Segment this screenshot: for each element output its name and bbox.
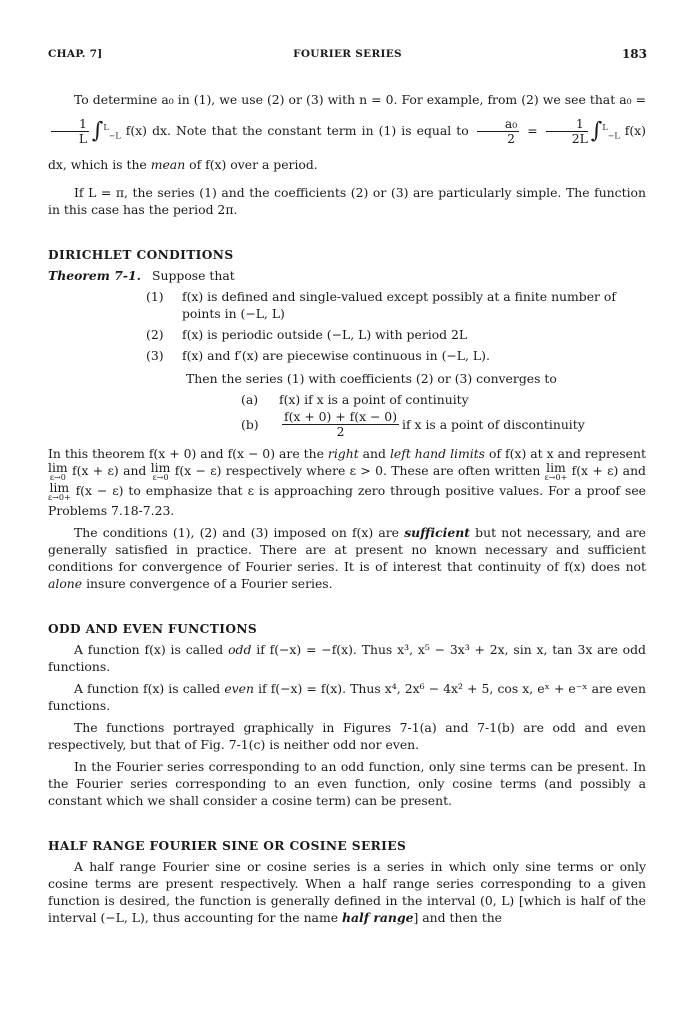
section-heading-half-range: HALF RANGE FOURIER SINE OR COSINE SERIES <box>48 838 407 853</box>
theorem-7-1 <box>48 267 646 284</box>
limits-paragraph: In this theorem f(x + 0) and f(x − 0) are the right and left hand limits of f(x) at x and represent lim ε→0 f(x + ε) and lim ε→0 f(x − ε) respectively where ε > 0. These are often written lim ε→0+ f(x + ε) and lim ε→0+ f(x − ε) to emphasize that ε is approaching zero through positive values. For a proof see Problems 7.18-7.23. <box>48 445 646 518</box>
limit-operator: lim ε→0+ <box>48 479 71 502</box>
fraction-average-limits: $\frac{f(x + 0) + f(x - 0)}{2}$ <box>284 408 398 439</box>
section-heading-dirichlet: DIRICHLET CONDITIONS <box>48 247 234 262</box>
page-title: FOURIER SERIES <box>293 48 402 60</box>
fraction-1-over-L: $\frac{1}{L}$ <box>51 117 89 146</box>
intro-paragraph-2: If L = π, the series (1) and the coefficients (2) or (3) are particularly simple. The function in this case has the period 2π. <box>48 184 646 217</box>
running-header <box>48 46 647 62</box>
limit-operator: lim ε→0 <box>150 459 171 482</box>
limit-operator: lim ε→0+ <box>544 459 568 482</box>
theorem-intro: Suppose that <box>152 267 235 283</box>
odd-function-paragraph: A function f(x) is called odd if f(−x) = −f(x). Thus x³, x⁵ − 3x³ + 2x, sin x, tan 3x are odd functions. <box>48 641 646 674</box>
condition-item: (3) f(x) and f′(x) are piecewise continuous in (−L, L). <box>146 347 490 363</box>
fraction-1-over-2L: $\frac{1}{2L}$ <box>546 117 588 146</box>
page-body <box>48 86 646 931</box>
fourier-odd-even-paragraph: In the Fourier series corresponding to an odd function, only sine terms can be present. In the Fourier series corresponding to an even function, only cosine terms (and possibly a constant which we shall consider a cosine term) can be present. <box>48 758 646 808</box>
condition-item: (1) f(x) is defined and single-valued except possibly at a finite number of points in (−L, L) <box>146 288 616 321</box>
theorem-conclusion: Then the series (1) with coefficients (2) or (3) converges to <box>186 370 557 386</box>
section-heading-odd-even: ODD AND EVEN FUNCTIONS <box>48 621 258 636</box>
figures-paragraph: The functions portrayed graphically in Figures 7-1(a) and 7-1(b) are odd and even respectively, but that of Fig. 7-1(c) is neither odd nor even. <box>48 719 646 752</box>
half-range-paragraph: A half range Fourier sine or cosine series is a series in which only sine terms or only cosine terms are present respectively. When a half range series corresponding to a given function is desired, the function is generally defined in the interval (0, L) [which is half of the interval (−L, L), thus accounting for the name half range] and then the <box>48 858 646 925</box>
case-b: (b) $\frac{f(x + 0) + f(x - 0)}{2}$ if x is a point of discontinuity <box>241 408 585 439</box>
condition-item: (2) f(x) is periodic outside (−L, L) with period 2L <box>146 326 468 342</box>
conditions-paragraph: The conditions (1), (2) and (3) imposed on f(x) are sufficient but not necessary, and are generally satisfied in practice. There are at present no known necessary and sufficient conditions for convergence of Fourier series. It is of interest that continuity of f(x) does not alone insure convergence of a Fourier series. <box>48 524 646 591</box>
chapter-label: CHAP. 7] <box>48 48 103 60</box>
theorem-label: Theorem 7-1. <box>48 267 141 283</box>
even-function-paragraph: A function f(x) is called even if f(−x) = f(x). Thus x⁴, 2x⁶ − 4x² + 5, cos x, eˣ + e⁻ˣ are even functions. <box>48 680 646 713</box>
intro-paragraph-1: To determine a₀ in (1), we use (2) or (3) with n = 0. For example, from (2) we see that a₀ = $\frac{1}{L}$ ∫$^L_{-L}$ f(x) dx. Note that the constant term in (1) is equal to $\frac{\text{a₀}}{2}$ = $\frac{1}{2L}$ ∫$^L_{-L}$ f(x) dx, which is the mean of f(x) over a period. <box>48 92 646 172</box>
integral-sign: ∫ <box>91 118 104 144</box>
fraction-a0-over-2: $\frac{\text{a₀}}{2}$ <box>477 117 519 146</box>
integral-sign: ∫ <box>590 118 603 144</box>
case-a: (a) f(x) if x is a point of continuity <box>241 391 469 407</box>
page-number: 183 <box>621 47 647 61</box>
limit-operator: lim ε→0 <box>48 459 68 482</box>
